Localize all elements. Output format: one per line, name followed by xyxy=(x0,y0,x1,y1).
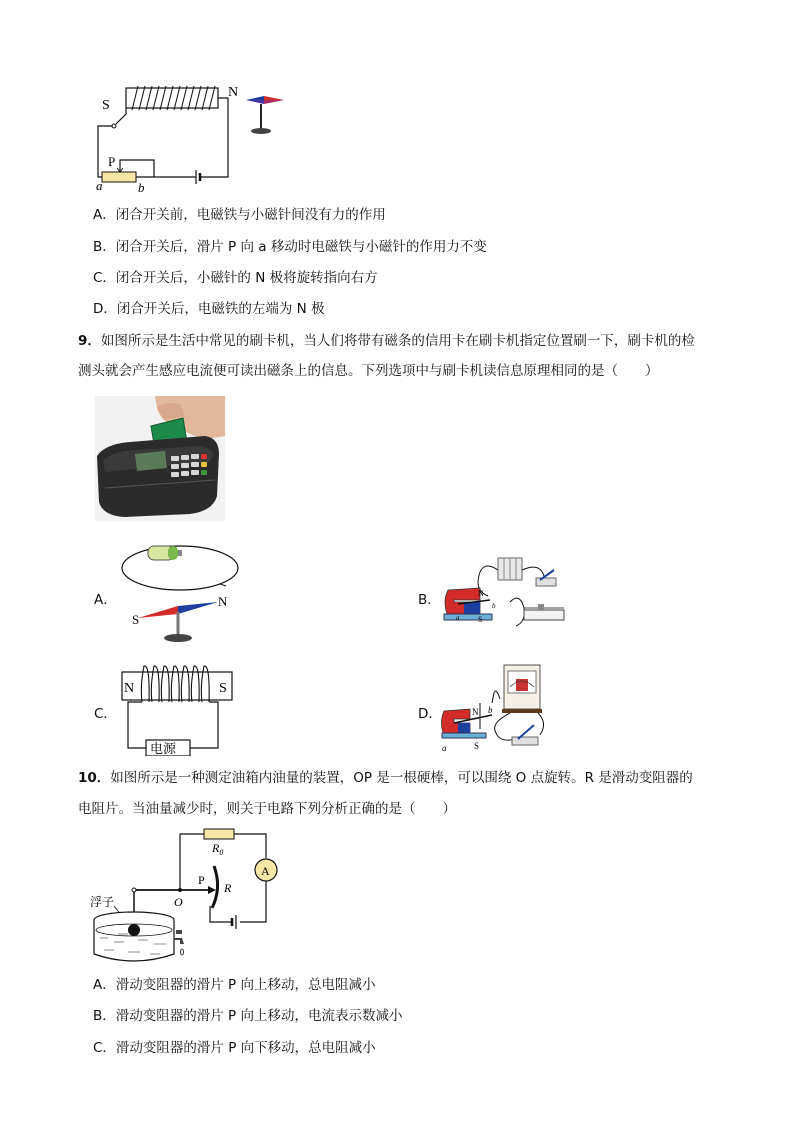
q10-option-b: B．滑动变阻器的滑片 P 向上移动，电流表示数减小 xyxy=(93,1008,403,1024)
label-P: P xyxy=(198,873,205,887)
figC-label-source: 电源 xyxy=(150,741,177,756)
label-R: R xyxy=(224,881,232,895)
label-O: O xyxy=(174,895,183,909)
q10-number: 10． xyxy=(78,770,111,786)
q10-stem-line1 xyxy=(78,768,693,788)
q9-option-a-label: A． xyxy=(94,592,117,608)
end-label-b: b xyxy=(138,180,145,192)
figA-label-S: S xyxy=(132,612,140,627)
figD-label-b: b xyxy=(488,705,493,715)
q10-option-c: C．滑动变阻器的滑片 P 向下移动，总电阻减小 xyxy=(93,1040,376,1056)
end-label-a: a xyxy=(96,178,103,192)
q9-stem-line1 xyxy=(78,331,695,351)
slider-label-P: P xyxy=(108,154,116,169)
q9-option-b-figure xyxy=(440,552,570,630)
figB-label-b: b xyxy=(492,602,496,610)
figB-label-N: N xyxy=(478,589,484,598)
q8-circuit-figure xyxy=(88,82,298,192)
q9-option-d-label: D． xyxy=(418,706,442,722)
q9-option-d-figure xyxy=(440,663,552,755)
label-R0: $R_0$ xyxy=(212,841,224,857)
figB-label-S: S xyxy=(478,615,483,624)
figD-label-S: S xyxy=(474,741,480,751)
figA-label-N: N xyxy=(218,594,228,609)
q9-stem-text1: 如图所示是生活中常见的刷卡机，当人们将带有磁条的信用卡在刷卡机指定位置刷一下，刷卡机的检 xyxy=(100,333,695,349)
q10-stem-text1: 如图所示是一种测定油箱内油量的装置，OP 是一根硬棒，可以围绕 O 点旋转。R 是滑动变阻器的 xyxy=(110,770,693,786)
compass-needle xyxy=(246,96,284,134)
q9-number: 9． xyxy=(78,333,101,349)
figD-label-N: N xyxy=(472,707,479,717)
label-A: A xyxy=(261,864,270,878)
q9-option-c-label: C． xyxy=(94,706,117,722)
q10-stem-line2: 电阻片。当油量减少时，则关于电路下列分析正确的是（ ） xyxy=(78,801,456,817)
q8-option-c: C．闭合开关后，小磁针的 N 极将旋转指向右方 xyxy=(93,270,378,286)
figC-label-N: N xyxy=(124,681,135,696)
q10-oil-tank-figure xyxy=(88,826,288,968)
q8-option-b: B．闭合开关后，滑片 P 向 a 移动时电磁铁与小磁针的作用力不变 xyxy=(93,239,487,255)
q9-option-c-figure xyxy=(118,660,240,756)
q9-option-a-figure xyxy=(118,540,243,652)
needle-label-N: N xyxy=(228,85,239,100)
compass-needle xyxy=(138,602,218,642)
battery-cell xyxy=(148,546,182,560)
q9-stem-line2: 测头就会产生感应电流便可读出磁条上的信息。下列选项中与刷卡机读信息原理相同的是（ ） xyxy=(78,363,659,379)
card-reader-photo xyxy=(95,396,225,521)
solenoid-core xyxy=(122,672,232,700)
float-ball xyxy=(128,924,140,936)
figB-label-a: a xyxy=(456,614,460,622)
q8-option-a: A．闭合开关前，电磁铁与小磁针间没有力的作用 xyxy=(93,207,386,223)
q10-option-a: A．滑动变阻器的滑片 P 向上移动，总电阻减小 xyxy=(93,977,376,993)
q9-option-b-label: B． xyxy=(418,592,441,608)
rheostat xyxy=(102,172,136,182)
resistor-R0 xyxy=(204,829,234,839)
figC-label-S: S xyxy=(219,681,227,696)
label-float: 浮子 xyxy=(90,895,115,909)
figD-label-a: a xyxy=(442,743,447,753)
galvanometer xyxy=(502,665,542,713)
q8-option-d: D．闭合开关后，电磁铁的左端为 N 极 xyxy=(93,301,325,317)
rheostat-R xyxy=(212,866,218,908)
switch-label-S: S xyxy=(102,98,110,113)
